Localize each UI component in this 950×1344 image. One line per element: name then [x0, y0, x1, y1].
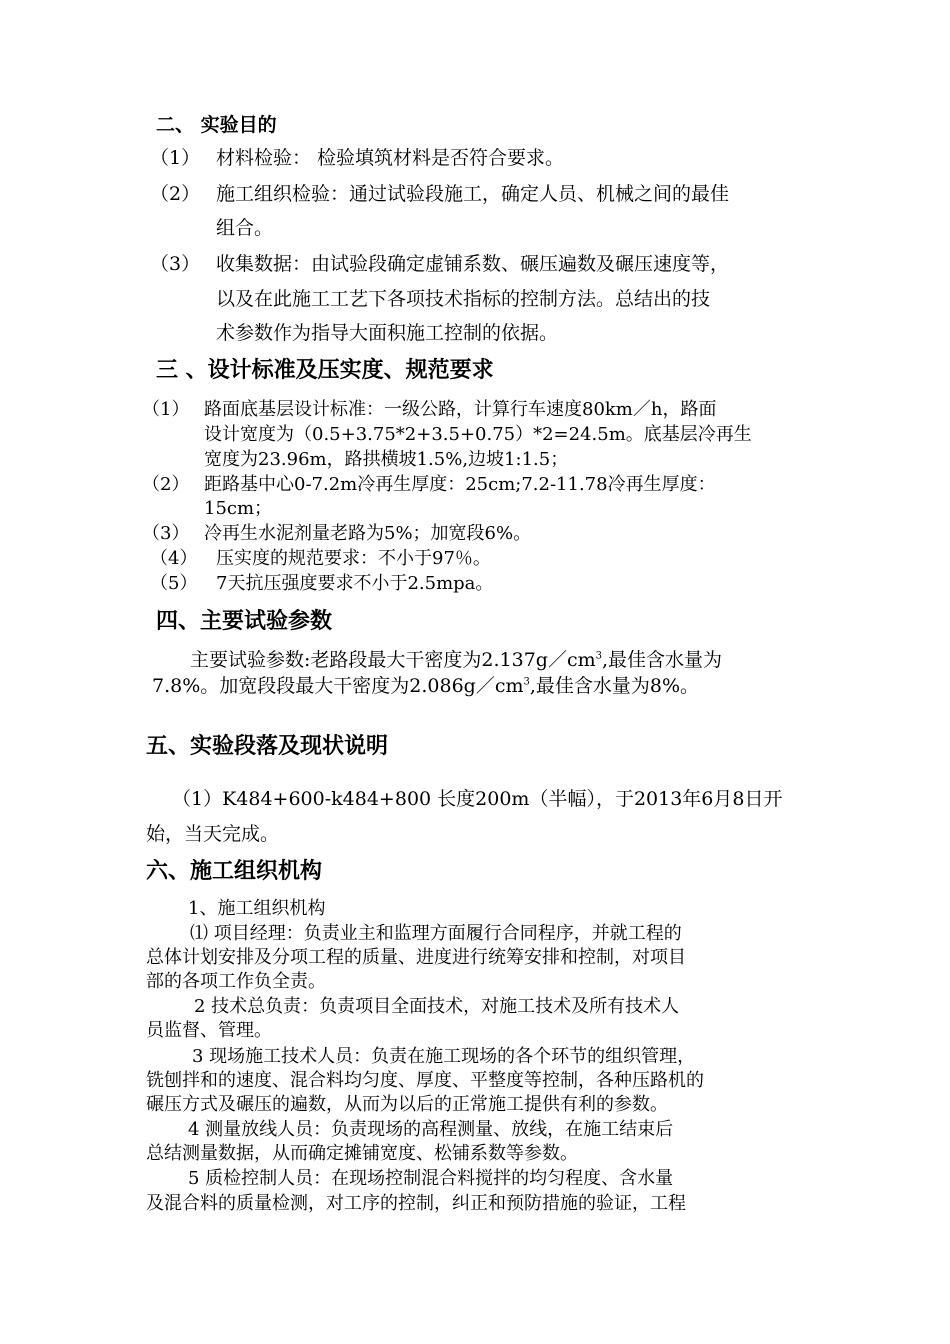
sec6-line-4: 2 技术总负责：负责项目全面技术，对施工技术及所有技术人 [194, 996, 680, 1017]
sec3-item-5-num: （5） [150, 573, 198, 594]
sec2-item-3-line-1: 收集数据：由试验段确定虚铺系数、碾压遍数及碾压速度等， [216, 253, 730, 275]
section-5-heading: 五、实验段落及现状说明 [146, 734, 389, 759]
sec4-line-2 [152, 674, 699, 698]
sec2-item-1-num: （1） [150, 147, 201, 169]
sec2-item-3-line-2: 以及在此施工工艺下各项技术指标的控制方法。总结出的技 [216, 288, 711, 310]
sec3-item-2-line-1: 距路基中心0-7.2m冷再生厚度：25cm;7.2-11.78冷再生厚度： [204, 474, 716, 495]
sec3-item-4-num: （4） [150, 548, 198, 569]
sec2-item-1-line-1: 材料检验： 检验填筑材料是否符合要求。 [216, 147, 565, 169]
sec6-line-6: 3 现场施工技术人员：负责在施工现场的各个环节的组织管理， [192, 1046, 696, 1067]
sec6-line-1: ⑴ 项目经理：负责业主和监理方面履行合同程序，并就工程的 [190, 923, 682, 944]
sec2-item-2-line-2: 组合。 [216, 217, 274, 239]
sec5-line-1: （1）K484+600-k484+800 长度200m（半幅），于2013年6月8日开 [172, 788, 783, 810]
superscript-3: 3 [595, 650, 602, 662]
sec4-line-2-text-b: ,最佳含水量为8%。 [529, 675, 700, 697]
sec6-subheading: 1、施工组织机构 [188, 898, 326, 919]
sec6-line-2: 总体计划安排及分项工程的质量、进度进行统筹安排和控制，对项目 [146, 947, 686, 968]
sec6-line-3: 部的各项工作负全责。 [146, 971, 326, 992]
sec6-line-7: 铣刨拌和的速度、混合料均匀度、厚度、平整度等控制，各种压路机的 [146, 1070, 704, 1091]
sec3-item-2-num: （2） [142, 474, 190, 495]
sec6-line-5: 员监督、管理。 [146, 1020, 272, 1041]
sec3-item-1-line-2: 设计宽度为（0.5+3.75*2+3.5+0.75）*2=24.5m。底基层冷再生 [204, 424, 752, 445]
superscript-3: 3 [523, 676, 530, 688]
sec2-item-2-num: （2） [150, 183, 201, 205]
sec2-item-2-line-1: 施工组织检验：通过试验段施工，确定人员、机械之间的最佳 [216, 183, 730, 205]
section-3-heading: 三 、设计标准及压实度、规范要求 [156, 358, 494, 383]
sec6-line-8: 碾压方式及碾压的遍数，从而为以后的正常施工提供有利的参数。 [146, 1094, 668, 1115]
sec3-item-3-num: （3） [142, 523, 190, 544]
sec6-line-12: 及混合料的质量检测，对工序的控制，纠正和预防措施的验证，工程 [146, 1193, 686, 1214]
sec6-line-9: 4 测量放线人员：负责现场的高程测量、放线，在施工结束后 [188, 1119, 674, 1140]
sec5-line-2: 始，当天完成。 [146, 823, 280, 845]
sec3-item-3-line-1: 冷再生水泥剂量老路为5%；加宽段6%。 [204, 523, 532, 544]
sec3-item-4-line-1: 压实度的规范要求：不小于97％。 [216, 548, 491, 569]
sec4-line-1-text-b: ,最佳含水量为 [602, 649, 723, 671]
sec6-line-10: 总结测量数据，从而确定摊铺宽度、松铺系数等参数。 [146, 1143, 578, 1164]
sec6-line-11: 5 质检控制人员：在现场控制混合料搅拌的均匀程度、含水量 [188, 1168, 674, 1189]
sec4-line-1 [190, 648, 722, 672]
sec3-item-5-line-1: 7天抗压强度要求不小于2.5mpa。 [216, 573, 494, 594]
section-6-heading: 六、施工组织机构 [146, 859, 323, 884]
sec3-item-1-num: （1） [142, 399, 190, 420]
sec3-item-1-line-1: 路面底基层设计标准：一级公路，计算行车速度80km／h，路面 [204, 399, 717, 420]
sec4-line-1-text-a: 主要试验参数:老路段最大干密度为2.137g／cm [190, 649, 596, 671]
sec3-item-2-line-2: 15cm； [204, 498, 273, 519]
sec3-item-1-line-3: 宽度为23.96m，路拱横坡1.5%,边坡1:1.5； [204, 449, 569, 470]
section-4-heading: 四、主要试验参数 [156, 609, 333, 634]
sec2-item-3-num: （3） [150, 253, 201, 275]
section-2-heading: 二、 实验目的 [156, 114, 277, 136]
sec2-item-3-line-3: 术参数作为指导大面积施工控制的依据。 [216, 322, 559, 344]
sec4-line-2-text-a: 7.8%。加宽段段最大干密度为2.086g／cm [152, 675, 524, 697]
